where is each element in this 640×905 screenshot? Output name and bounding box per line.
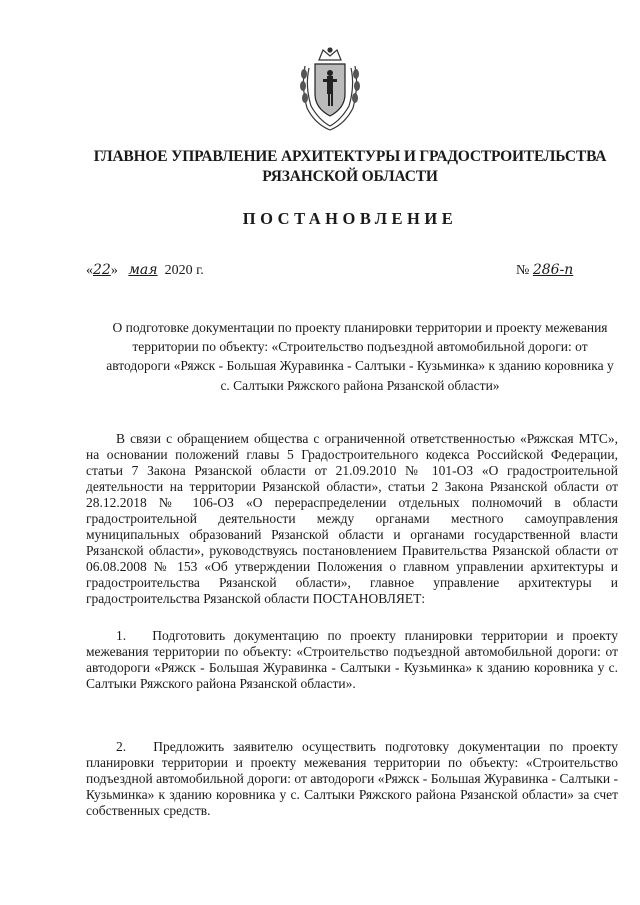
coat-of-arms-icon (295, 46, 365, 132)
date-year: 2020 г. (164, 263, 204, 278)
date-close-quote: » (110, 263, 118, 278)
document-number (516, 262, 573, 279)
organization-line-2: РЯЗАНСКОЙ ОБЛАСТИ (262, 168, 438, 185)
organization-name (60, 147, 640, 187)
body-item-2: 2. Предложить заявителю осуществить подготовку документации по проекту планировки территории и проекту межевания территории по объекту: «Строительство подъездной автомобильной дороги: от автодороги «Ряжск - Большая Журавинка - Салтыки - Кузьминка» к зданию коровника у с. Салтыки Ряжского района Рязанской области» за счет собственных средств. (86, 739, 618, 818)
organization-line-1: ГЛАВНОЕ УПРАВЛЕНИЕ АРХИТЕКТУРЫ И ГРАДОСТРОИТЕЛЬСТВА (93, 148, 607, 165)
number-prefix: № (516, 263, 530, 278)
body-item-1: 1. Подготовить документацию по проекту планировки территории и проекту межевания территории по объекту: «Строительство подъездной автомобильной дороги: от автодороги «Ряжск - Большая Журавинка - Салтыки - Кузьминка» к зданию коровника у с. Салтыки Ряжского района Рязанской области». (86, 628, 618, 691)
document-subject: О подготовке документации по проекту планировки территории и проекту межевания территории по объекту: «Строительство подъездной автомобильной дороги: от автодороги «Ряжск - Большая Журавинка - Салтыки - Кузьминка» к зданию коровника у с. Салтыки Ряжского района Рязанской области» (106, 320, 614, 393)
number-value: 286-п (532, 262, 574, 278)
date-day: 22 (93, 262, 111, 278)
body-intro-paragraph: В связи с обращением общества с ограниченной ответственностью «Ряжская МТС», на основании положений главы 5 Градостроительного кодекса Российской Федерации, статьи 7 Закона Рязанской области от 21.09.2010 № 101-ОЗ «О градостроительной деятельности на территории Рязанской области», статьи 2 Закона Рязанской области от 28.12.2018 № 106-ОЗ «О перераспределении отдельных полномочий в области градостроительной деятельности между органами местного самоуправления муниципальных образований Рязанской области и органами государственной власти Рязанской области», руководствуясь постановлением Правительства Рязанской области от 06.08.2008 № 153 «Об утверждении Положения о главном управлении архитектуры и градостроительства Рязанской области», главное управление архитектуры и градостроительства Рязанской области ПОСТАНОВЛЯЕТ: (86, 431, 618, 606)
date-open-quote: « (86, 263, 93, 278)
document-type-title: ПОСТАНОВЛЕНИЕ (242, 209, 458, 228)
date-month: мая (128, 262, 158, 278)
document-date (86, 262, 204, 279)
